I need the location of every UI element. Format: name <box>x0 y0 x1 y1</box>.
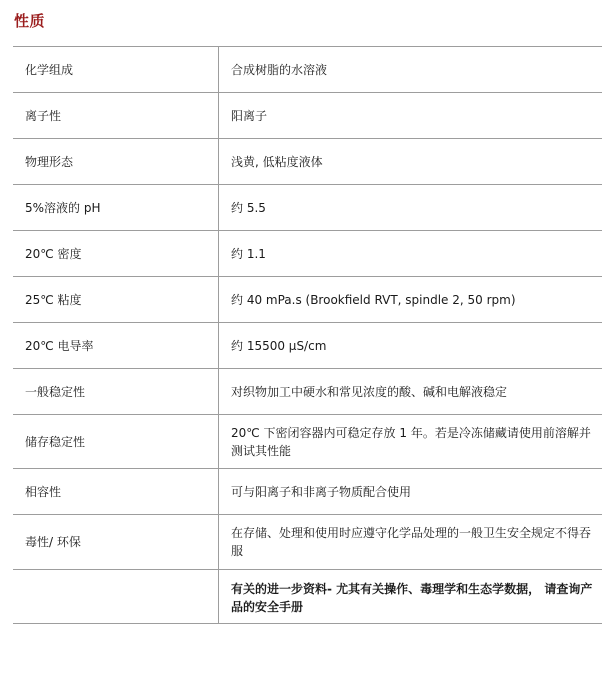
table-row <box>13 139 602 185</box>
property-value: 约 15500 µS/cm <box>231 338 327 353</box>
property-value: 合成树脂的水溶液 <box>231 62 328 77</box>
table-row <box>13 323 602 369</box>
property-label: 储存稳定性 <box>13 415 219 469</box>
table-row <box>13 369 602 415</box>
property-label: 25℃ 粘度 <box>13 277 219 323</box>
footnote-row <box>13 570 602 624</box>
property-value: 约 1.1 <box>231 246 266 261</box>
table-row <box>13 185 602 231</box>
table-row <box>13 93 602 139</box>
properties-table <box>13 46 602 624</box>
table-row <box>13 277 602 323</box>
footnote-label <box>13 570 219 624</box>
property-value: 浅黄, 低粘度液体 <box>231 154 323 169</box>
property-label: 20℃ 电导率 <box>13 323 219 369</box>
property-label: 一般稳定性 <box>13 369 219 415</box>
table-row <box>13 515 602 570</box>
property-value: 在存储、处理和使用时应遵守化学品处理的一般卫生安全规定不得吞服 <box>231 526 592 558</box>
safety-note: 有关的进一步资料- 尤其有关操作、毒理学和生态学数据， 请查询产品的安全手册 <box>231 581 593 614</box>
property-label: 化学组成 <box>13 47 219 93</box>
property-label: 20℃ 密度 <box>13 231 219 277</box>
table-row <box>13 415 602 469</box>
property-label: 毒性/ 环保 <box>13 515 219 570</box>
table-row <box>13 231 602 277</box>
property-label: 离子性 <box>13 93 219 139</box>
property-value: 对织物加工中硬水和常见浓度的酸、碱和电解液稳定 <box>231 384 508 399</box>
property-label: 物理形态 <box>13 139 219 185</box>
property-value: 约 40 mPa.s (Brookfield RVT, spindle 2, 50 rpm) <box>231 292 516 307</box>
property-label: 相容性 <box>13 469 219 515</box>
table-row <box>13 47 602 93</box>
property-value: 20℃ 下密闭容器内可稳定存放 1 年。若是冷冻储藏请使用前溶解并测试其性能 <box>231 425 591 458</box>
section-title: 性质 <box>14 12 46 30</box>
property-value: 可与阳离子和非离子物质配合使用 <box>231 484 412 499</box>
property-label: 5%溶液的 pH <box>13 185 219 231</box>
property-value: 阳离子 <box>231 108 268 123</box>
table-row <box>13 469 602 515</box>
property-value: 约 5.5 <box>231 200 266 215</box>
